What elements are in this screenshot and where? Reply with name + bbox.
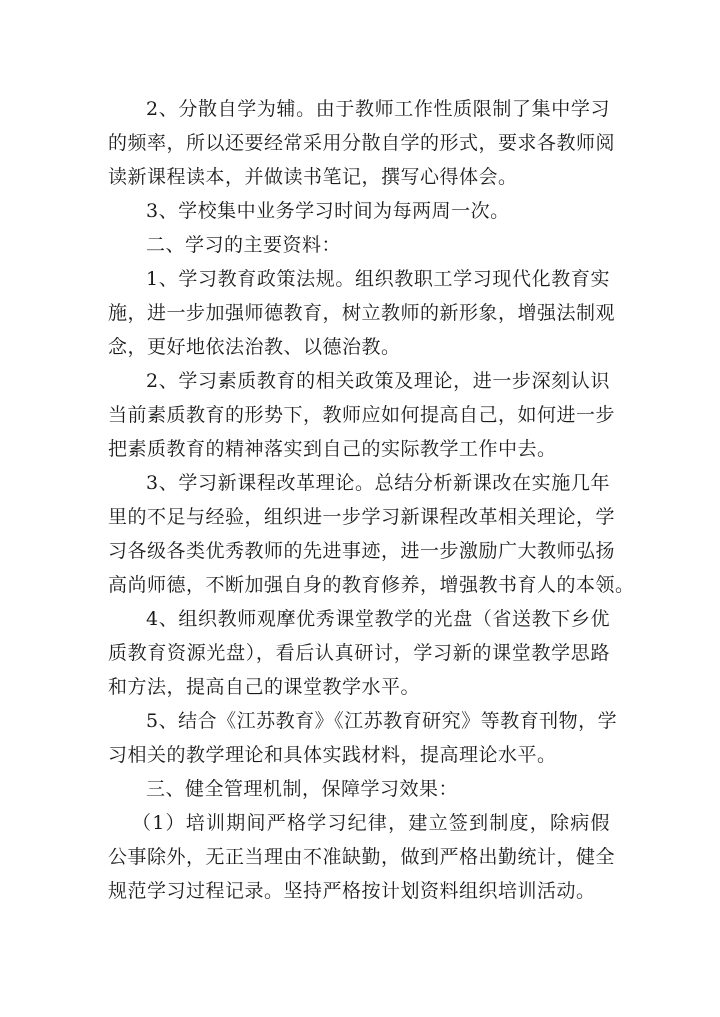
paragraph-line: 1、学习教育政策法规。组织教职工学习现代化教育实 — [146, 268, 610, 290]
paragraph-line: 高尚师德，不断加强自身的教育修养，增强教书育人的本领。 — [108, 574, 635, 596]
paragraph-line: 读新课程读本，并做读书笔记，撰写心得体会。 — [108, 166, 518, 188]
paragraph-line: 2、学习素质教育的相关政策及理论，进一步深刻认识 — [146, 370, 610, 392]
paragraph-line: 把素质教育的精神落实到自己的实际教学工作中去。 — [108, 438, 557, 460]
paragraph-line: 2、分散自学为辅。由于教师工作性质限制了集中学习 — [146, 98, 610, 120]
paragraph-line: 习相关的教学理论和具体实践材料，提高理论水平。 — [108, 744, 557, 766]
paragraph-line: 念，更好地依法治教、以德治教。 — [108, 336, 401, 358]
paragraph-line: 施，进一步加强师德教育，树立教师的新形象，增强法制观 — [108, 302, 616, 324]
paragraph-line: 公事除外，无正当理由不准缺勤，做到严格出勤统计，健全 — [108, 846, 616, 868]
section-heading: 二、学习的主要资料： — [146, 234, 342, 256]
paragraph-line: 规范学习过程记录。坚持严格按计划资料组织培训活动。 — [108, 880, 596, 902]
paragraph-line: 3、学校集中业务学习时间为每两周一次。 — [146, 200, 510, 222]
paragraph-line: 4、组织教师观摩优秀课堂教学的光盘（省送教下乡优 — [146, 608, 610, 630]
paragraph-line: 质教育资源光盘），看后认真研讨，学习新的课堂教学思路 — [108, 642, 610, 664]
paragraph-line: 习各级各类优秀教师的先进事迹，进一步激励广大教师弘扬 — [108, 540, 616, 562]
section-heading: 三、健全管理机制，保障学习效果： — [146, 778, 459, 800]
paragraph-line: （1）培训期间严格学习纪律，建立签到制度，除病假 — [132, 812, 610, 834]
document-page — [108, 92, 635, 908]
paragraph-line: 里的不足与经验，组织进一步学习新课程改革相关理论，学 — [108, 506, 616, 528]
paragraph-line: 和方法，提高自己的课堂教学水平。 — [108, 676, 421, 698]
paragraph-line: 5、结合《江苏教育》《江苏教育研究》等教育刊物，学 — [146, 710, 618, 732]
paragraph-line: 当前素质教育的形势下，教师应如何提高自己，如何进一步 — [108, 404, 616, 426]
paragraph-line: 3、学习新课程改革理论。总结分析新课改在实施几年 — [146, 472, 610, 494]
paragraph-line: 的频率，所以还要经常采用分散自学的形式，要求各教师阅 — [108, 132, 616, 154]
